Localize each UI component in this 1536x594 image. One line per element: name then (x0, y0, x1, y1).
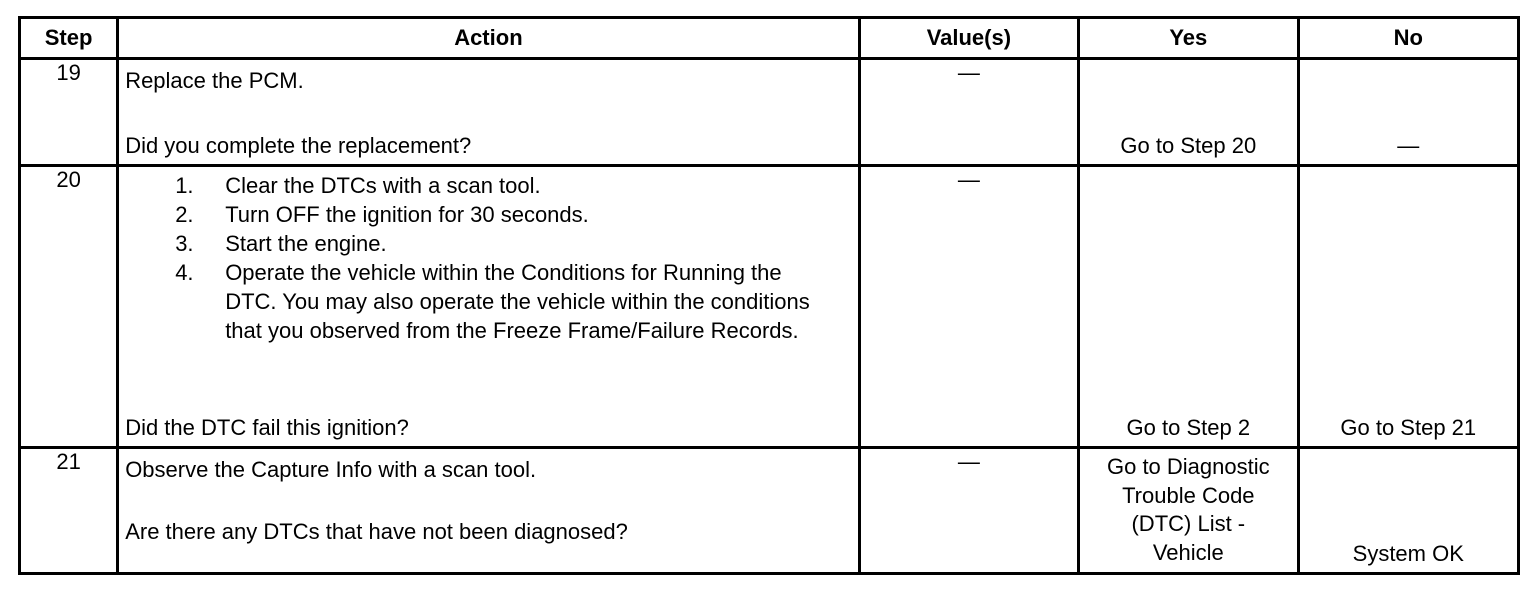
no-link[interactable]: Go to Step 21 (1340, 415, 1477, 440)
yes-cell (1079, 448, 1298, 574)
yes-link[interactable]: Go to Step 20 (1120, 133, 1257, 158)
action-question: Did you complete the replacement? (125, 133, 472, 158)
yes-cell (1079, 166, 1298, 448)
yes-cell (1079, 59, 1298, 166)
action-question: Did the DTC fail this ignition? (125, 415, 409, 440)
header-yes: Yes (1079, 18, 1298, 59)
list-item: 4. Operate the vehicle within the Conditions for Running the DTC. You may also operate the vehicle within the conditions that you observed from the Freeze Frame/Failure Records. (175, 260, 810, 343)
list-item: 2. Turn OFF the ignition for 30 seconds. (175, 202, 589, 227)
list-item: 3. Start the engine. (175, 231, 387, 256)
numbered-list (125, 171, 851, 345)
values-cell: — (859, 166, 1078, 448)
header-row (20, 18, 1519, 59)
no-cell (1298, 166, 1518, 448)
yes-link[interactable]: Go to Step 2 (1126, 415, 1251, 440)
no-cell (1298, 59, 1518, 166)
header-values: Value(s) (859, 18, 1078, 59)
action-cell (118, 59, 859, 166)
no-value: System OK (1352, 541, 1464, 566)
action-cell (118, 448, 859, 574)
list-item: 1. Clear the DTCs with a scan tool. (175, 173, 541, 198)
table-row (20, 59, 1519, 166)
header-action: Action (118, 18, 859, 59)
step-number: 19 (20, 59, 118, 166)
no-value: — (1397, 133, 1420, 158)
action-instruction: Observe the Capture Info with a scan tool. (125, 457, 537, 482)
values-cell: — (859, 59, 1078, 166)
action-instruction: Replace the PCM. (125, 68, 304, 93)
table-row (20, 448, 1519, 574)
diagnostic-table (18, 16, 1520, 575)
table-row (20, 166, 1519, 448)
yes-link[interactable]: Go to Diagnostic Trouble Code (DTC) List - Vehicle (1106, 454, 1270, 565)
header-step: Step (20, 18, 118, 59)
no-cell (1298, 448, 1518, 574)
values-cell: — (859, 448, 1078, 574)
step-number: 21 (20, 448, 118, 574)
step-number: 20 (20, 166, 118, 448)
action-cell (118, 166, 859, 448)
action-question: Are there any DTCs that have not been diagnosed? (125, 519, 628, 544)
action-steps (125, 171, 851, 345)
header-no: No (1298, 18, 1518, 59)
